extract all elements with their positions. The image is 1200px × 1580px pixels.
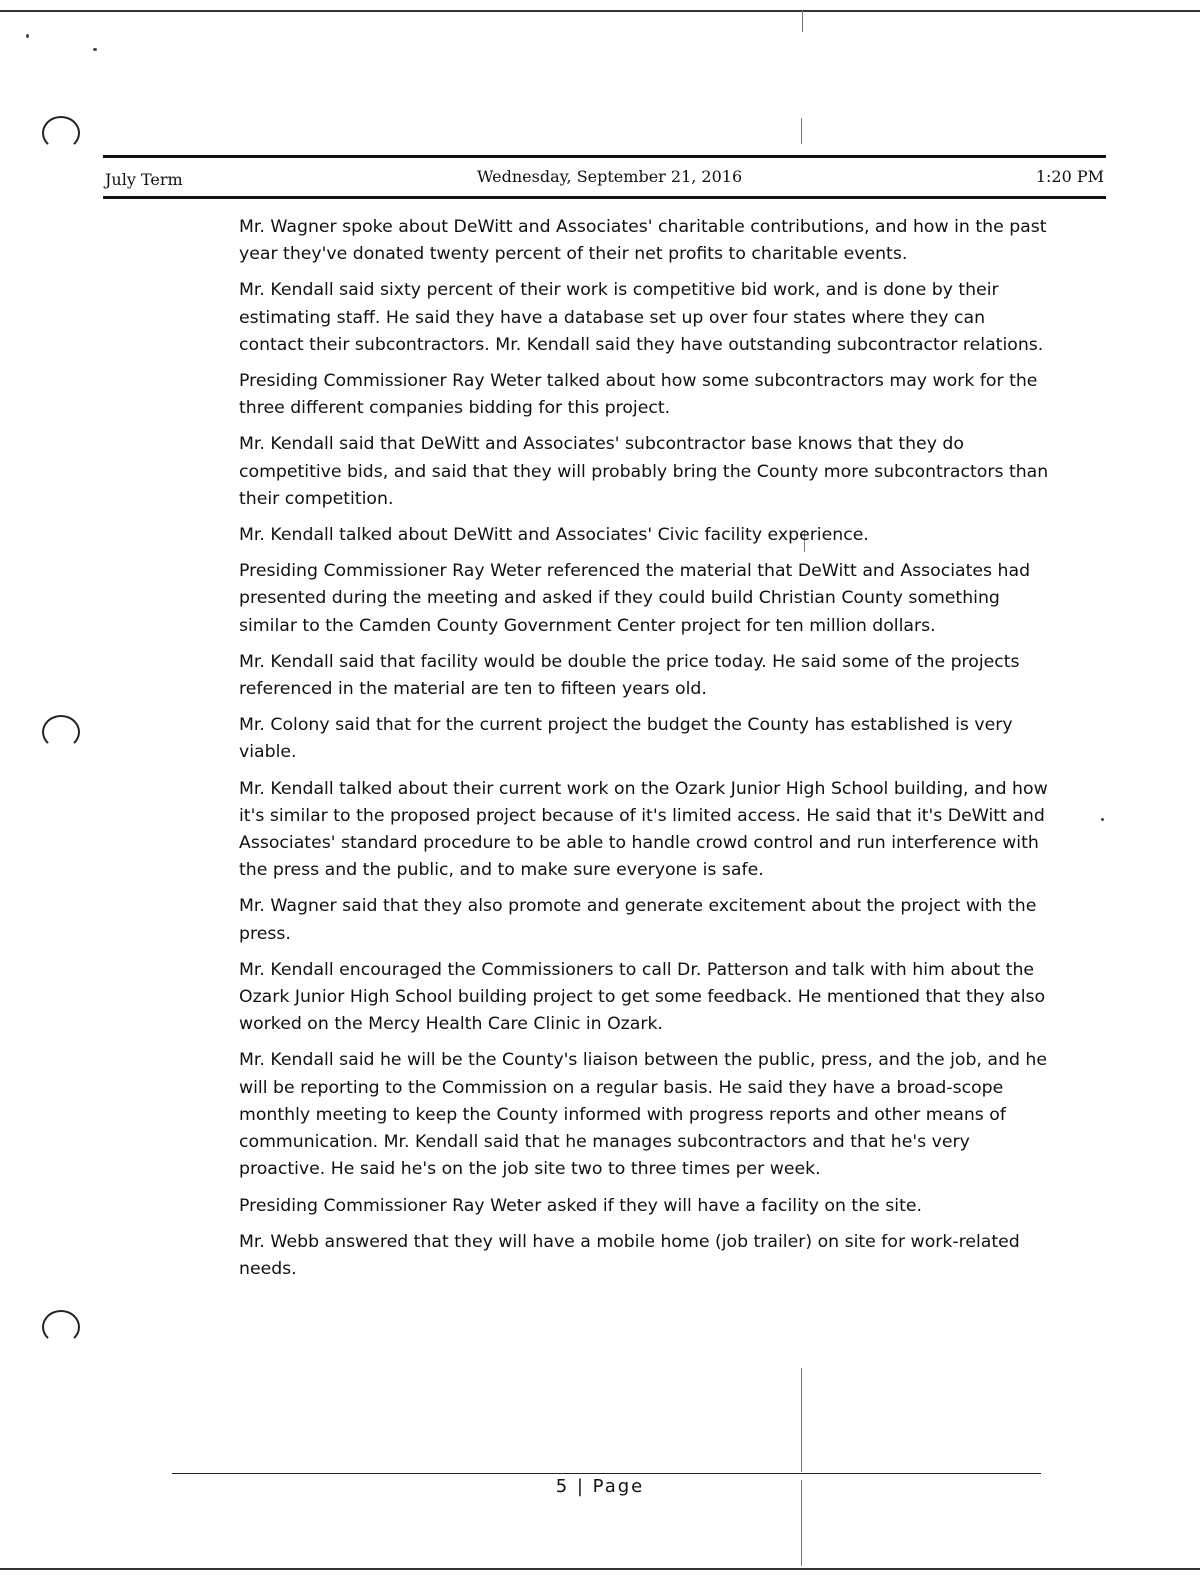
term-label: July Term — [105, 170, 183, 189]
paragraph: Mr. Kendall said that facility would be double the price today. He said some of the projects referenced in the material are ten to fifteen years old. — [239, 651, 1020, 700]
paragraph: Mr. Kendall said he will be the County's liaison between the public, press, and the job, and he will be reporting to the Commission on a regular basis. He said they have a broad-scope monthly meeting to keep the County informed with progress reports and other means of communication. Mr. Kendall said that he manages subcontractors and that he's very proactive. He said he's on the job site two to three times per week. — [239, 1050, 1048, 1180]
paragraph: Presiding Commissioner Ray Weter talked about how some subcontractors may work for the three different companies bidding for this project. — [239, 371, 1038, 419]
scan-speck — [26, 34, 29, 38]
scan-line — [801, 1480, 802, 1566]
scan-line — [802, 10, 803, 32]
paragraph: Mr. Wagner spoke about DeWitt and Associates' charitable contributions, and how in the past year they've donated twenty percent of their net profits to charitable events. — [239, 217, 1047, 265]
scan-line — [801, 1368, 802, 1472]
paragraph: Mr. Kendall encouraged the Commissioners to call Dr. Patterson and talk with him about the Ozark Junior High School building project to get some feedback. He mentioned that they also worked on the Mercy Health Care Clinic in Ozark. — [239, 959, 1046, 1035]
paragraph: Presiding Commissioner Ray Weter asked if they will have a facility on the site. — [239, 1195, 922, 1216]
scan-line — [801, 118, 802, 144]
page-header — [105, 166, 1104, 192]
paragraph: Mr. Webb answered that they will have a mobile home (job trailer) on site for work-related needs. — [239, 1231, 1020, 1279]
scan-border-bottom — [0, 1568, 1200, 1570]
punch-hole-top — [42, 116, 80, 150]
paragraph: Mr. Kendall said that DeWitt and Associates' subcontractor base knows that they do competitive bids, and said that they will probably bring the County more subcontractors than their competition. — [239, 434, 1049, 509]
punch-hole-middle — [42, 715, 80, 749]
header-rule-top — [103, 155, 1106, 158]
paragraph: Mr. Kendall talked about their current work on the Ozark Junior High School building, and how it's similar to the proposed project because of it's limited access. He said that it's DeWitt and Associates' standard procedure to be able to handle crowd control and run interference with the press and the public, and to make sure everyone is safe. — [239, 778, 1048, 881]
scan-border-top — [0, 10, 1200, 12]
paragraph: Mr. Colony said that for the current project the budget the County has established is very viable. — [239, 715, 1013, 763]
meeting-time: 1:20 PM — [1035, 167, 1104, 186]
scan-speck — [1101, 818, 1104, 821]
paragraph: Presiding Commissioner Ray Weter referenced the material that DeWitt and Associates had presented during the meeting and asked if they could build Christian County something similar to the Camden County Government Center project for ten million dollars. — [239, 561, 1031, 636]
paragraph: Mr. Kendall said sixty percent of their work is competitive bid work, and is done by their estimating staff. He said they have a database set up over four states where they can contact their subcontractors. Mr. Kendall said they have outstanding subcontractor relations. — [239, 280, 1044, 355]
paragraph: Mr. Wagner said that they also promote and generate excitement about the project with the press. — [239, 896, 1037, 944]
scan-speck — [93, 48, 97, 51]
footer-rule — [172, 1473, 1041, 1474]
page-number: 5 | Page — [555, 1476, 645, 1497]
minutes-body — [239, 214, 1049, 1292]
punch-hole-bottom — [42, 1310, 80, 1344]
meeting-date: Wednesday, September 21, 2016 — [477, 167, 743, 186]
paragraph: Mr. Kendall talked about DeWitt and Associates' Civic facility experience. — [239, 525, 869, 546]
header-rule-bottom — [103, 196, 1106, 199]
